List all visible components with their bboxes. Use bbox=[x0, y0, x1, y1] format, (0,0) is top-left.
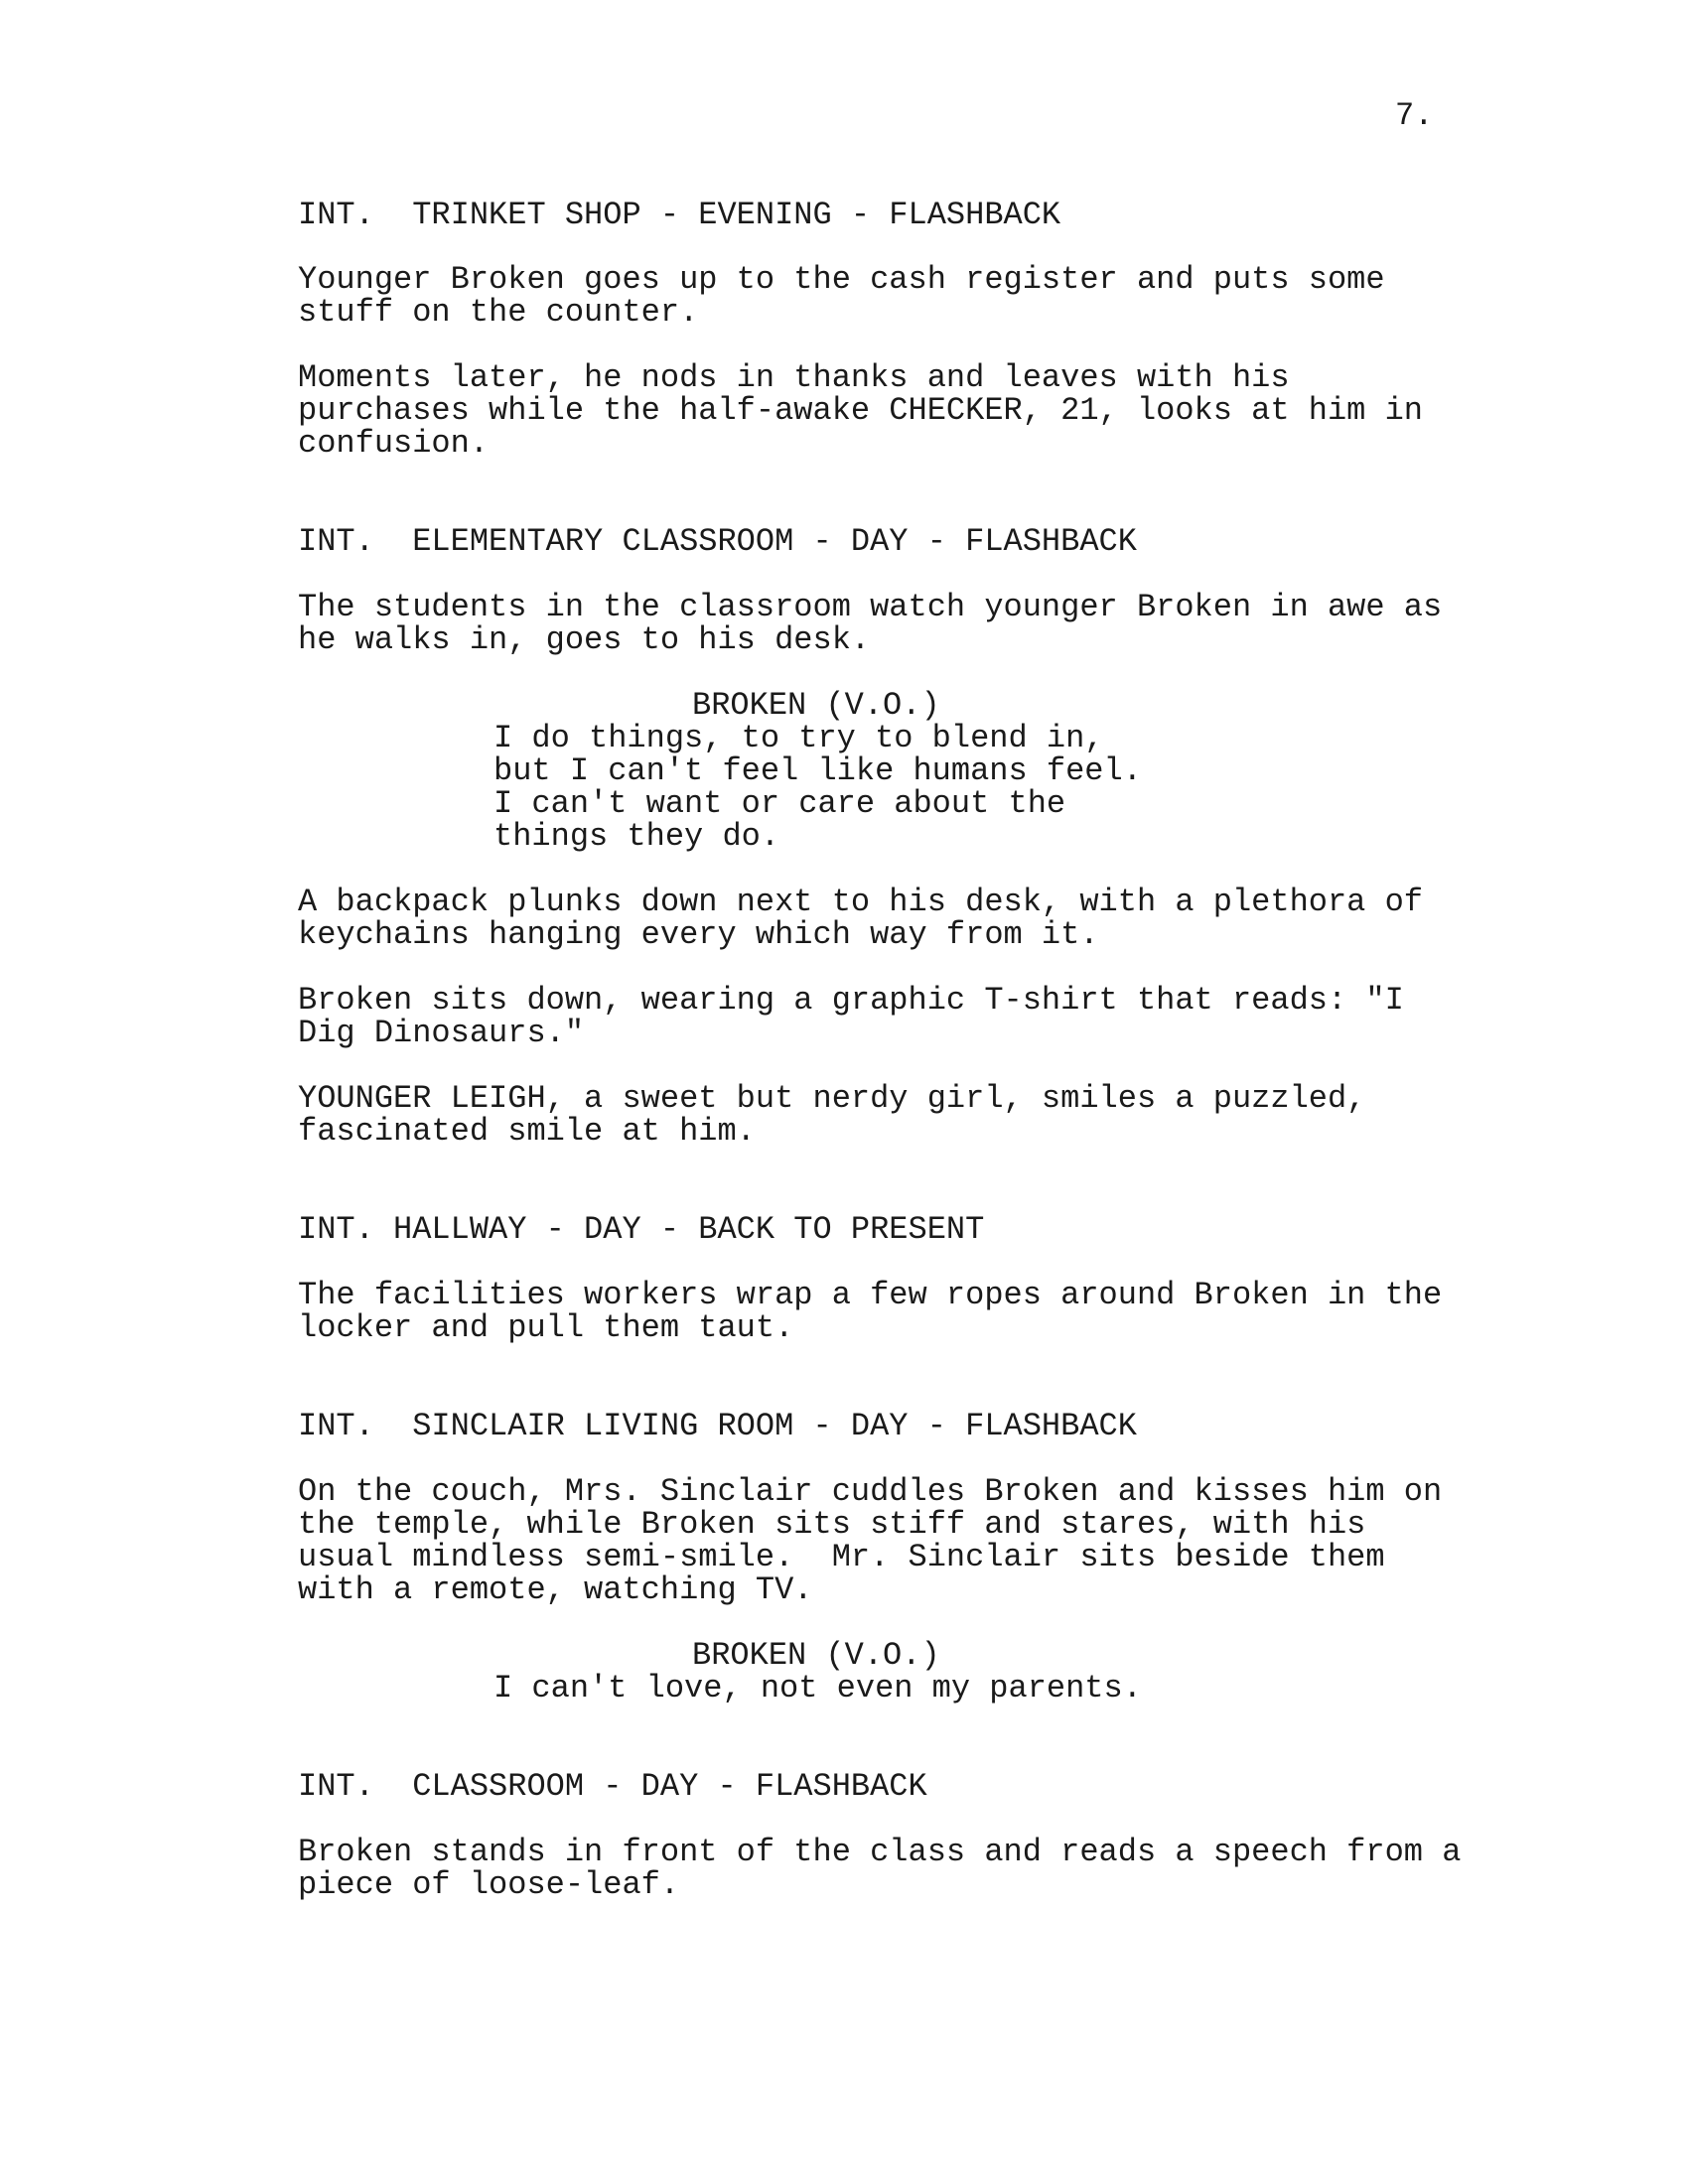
action-line: Broken sits down, wearing a graphic T-shirt that reads: "I bbox=[298, 982, 1404, 1019]
action-line: Younger Broken goes up to the cash register and puts some bbox=[298, 261, 1385, 298]
character-name: BROKEN (V.O.) bbox=[692, 1637, 940, 1674]
action-line: The facilities workers wrap a few ropes around Broken in the bbox=[298, 1277, 1443, 1313]
action-line: A backpack plunks down next to his desk, with a plethora of bbox=[298, 884, 1423, 920]
action-line: On the couch, Mrs. Sinclair cuddles Broken and kisses him on bbox=[298, 1473, 1443, 1510]
action-line: piece of loose-leaf. bbox=[298, 1866, 680, 1903]
action-line: he walks in, goes to his desk. bbox=[298, 621, 871, 658]
scene-heading: INT. HALLWAY - DAY - BACK TO PRESENT bbox=[298, 1211, 985, 1248]
action-line: Broken stands in front of the class and reads a speech from a bbox=[298, 1834, 1462, 1870]
scene-heading: INT. SINCLAIR LIVING ROOM - DAY - FLASHBACK bbox=[298, 1408, 1137, 1444]
dialogue-line: but I can't feel like humans feel. bbox=[493, 752, 1142, 789]
action-line: keychains hanging every which way from it. bbox=[298, 916, 1099, 953]
dialogue-line: I do things, to try to blend in, bbox=[493, 720, 1104, 756]
action-line: Moments later, he nods in thanks and leaves with his bbox=[298, 359, 1290, 396]
character-name: BROKEN (V.O.) bbox=[692, 687, 940, 724]
scene-heading: INT. ELEMENTARY CLASSROOM - DAY - FLASHBACK bbox=[298, 523, 1137, 560]
scene-heading: INT. CLASSROOM - DAY - FLASHBACK bbox=[298, 1768, 927, 1805]
action-line: YOUNGER LEIGH, a sweet but nerdy girl, smiles a puzzled, bbox=[298, 1080, 1366, 1117]
scene-heading: INT. TRINKET SHOP - EVENING - FLASHBACK bbox=[298, 197, 1061, 233]
dialogue-line: I can't want or care about the bbox=[493, 785, 1066, 822]
action-line: purchases while the half-awake CHECKER, 21, looks at him in bbox=[298, 392, 1423, 429]
action-line: with a remote, watching TV. bbox=[298, 1571, 813, 1608]
action-line: fascinated smile at him. bbox=[298, 1113, 756, 1150]
action-line: confusion. bbox=[298, 425, 490, 462]
action-line: Dig Dinosaurs." bbox=[298, 1015, 585, 1051]
action-line: the temple, while Broken sits stiff and stares, with his bbox=[298, 1506, 1366, 1543]
action-line: usual mindless semi-smile. Mr. Sinclair sits beside them bbox=[298, 1539, 1385, 1575]
action-line: locker and pull them taut. bbox=[298, 1309, 794, 1346]
page-number: 7. bbox=[1395, 97, 1434, 134]
action-line: stuff on the counter. bbox=[298, 294, 699, 331]
action-line: The students in the classroom watch younger Broken in awe as bbox=[298, 589, 1443, 625]
dialogue-line: things they do. bbox=[493, 818, 780, 855]
dialogue-line: I can't love, not even my parents. bbox=[493, 1670, 1142, 1706]
